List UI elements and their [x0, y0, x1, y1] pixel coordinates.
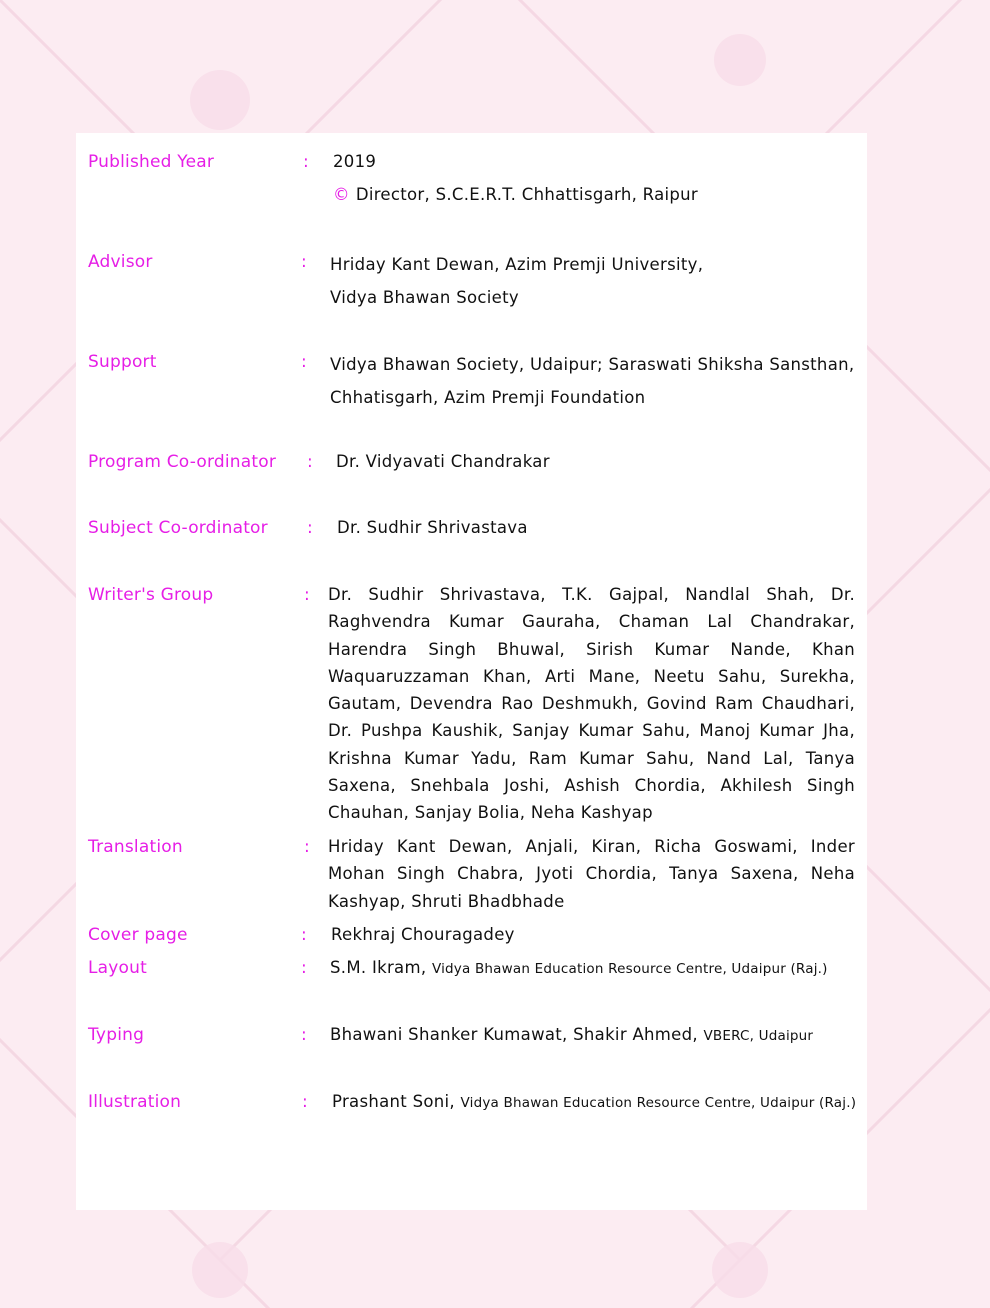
- label-illustration: Illustration: [88, 1092, 182, 1112]
- label-advisor: Advisor: [88, 252, 153, 272]
- separator-colon: :: [301, 1025, 307, 1045]
- support-line-1: Vidya Bhawan Society, Udaipur; Saraswati Shiksha Sansthan,: [330, 355, 855, 374]
- label-writers-group: Writer's Group: [88, 585, 214, 605]
- published-year: 2019: [333, 152, 377, 171]
- advisor-value: [330, 248, 857, 314]
- support-value: [330, 348, 857, 414]
- copyright-icon: ©: [333, 185, 350, 205]
- layout-name: S.M. Ikram,: [330, 958, 427, 977]
- copyright-line: [333, 181, 860, 208]
- separator-colon: :: [303, 152, 309, 172]
- label-support: Support: [88, 352, 157, 372]
- subject-coordinator-value: Dr. Sudhir Shrivastava: [337, 518, 528, 537]
- illustration-name: Prashant Soni,: [332, 1092, 455, 1111]
- separator-colon: :: [304, 585, 310, 605]
- label-program-coordinator: Program Co-ordinator: [88, 452, 277, 472]
- label-translation: Translation: [88, 837, 183, 857]
- layout-org: Vidya Bhawan Education Resource Centre, Udaipur (Raj.): [431, 961, 828, 977]
- illustration-org: Vidya Bhawan Education Resource Centre, Udaipur (Raj.): [460, 1095, 857, 1111]
- typing-value: [330, 1021, 870, 1050]
- separator-colon: :: [301, 925, 307, 945]
- label-layout: Layout: [88, 958, 147, 978]
- typing-org: VBERC, Udaipur: [703, 1028, 814, 1044]
- layout-value: [330, 954, 870, 983]
- writers-group-value: Dr. Sudhir Shrivastava, T.K. Gajpal, Nandlal Shah, Dr. Raghvendra Kumar Gauraha, Chaman Lal Chandrakar, Harendra Singh Bhuwal, Sirish Kumar Nande, Khan Waquaruzzaman Khan, Arti Mane, Neetu Sahu, Surekha, Gautam, Devendra Rao Deshmukh, Govind Ram Chaudhari, Dr. Pushpa Kaushik, Sanjay Kumar Sahu, Manoj Kumar Jha, Krishna Kumar Yadu, Ram Kumar Sahu, Nand Lal, Tanya Saxena, Snehbala Joshi, Ashish Chordia, Akhilesh Singh Chauhan, Sanjay Bolia, Neha Kashyap: [328, 585, 855, 823]
- separator-colon: :: [301, 958, 307, 978]
- separator-colon: :: [301, 352, 307, 372]
- credits-card: [76, 133, 867, 1210]
- label-published-year: Published Year: [88, 152, 215, 172]
- separator-colon: :: [307, 452, 313, 472]
- program-coordinator-value: Dr. Vidyavati Chandrakar: [336, 452, 550, 471]
- published-year-value: [333, 148, 860, 209]
- label-typing: Typing: [88, 1025, 145, 1045]
- cover-page-value: Rekhraj Chouragadey: [331, 925, 515, 944]
- separator-colon: :: [304, 837, 310, 857]
- separator-colon: :: [302, 1092, 308, 1112]
- copyright-holder: Director, S.C.E.R.T. Chhattisgarh, Raipur: [355, 185, 698, 205]
- separator-colon: :: [301, 252, 307, 272]
- advisor-line-2: Vidya Bhawan Society: [330, 288, 519, 307]
- separator-colon: :: [307, 518, 313, 538]
- illustration-value: [332, 1088, 872, 1117]
- translation-value: Hriday Kant Dewan, Anjali, Kiran, Richa Goswami, Inder Mohan Singh Chabra, Jyoti Chordia, Tanya Saxena, Neha Kashyap, Shruti Bhadbhade: [328, 837, 855, 911]
- typing-name: Bhawani Shanker Kumawat, Shakir Ahmed,: [330, 1025, 698, 1044]
- support-line-2: Chhatisgarh, Azim Premji Foundation: [330, 388, 646, 407]
- advisor-line-1: Hriday Kant Dewan, Azim Premji University,: [330, 255, 704, 274]
- label-subject-coordinator: Subject Co-ordinator: [88, 518, 268, 538]
- label-cover-page: Cover page: [88, 925, 188, 945]
